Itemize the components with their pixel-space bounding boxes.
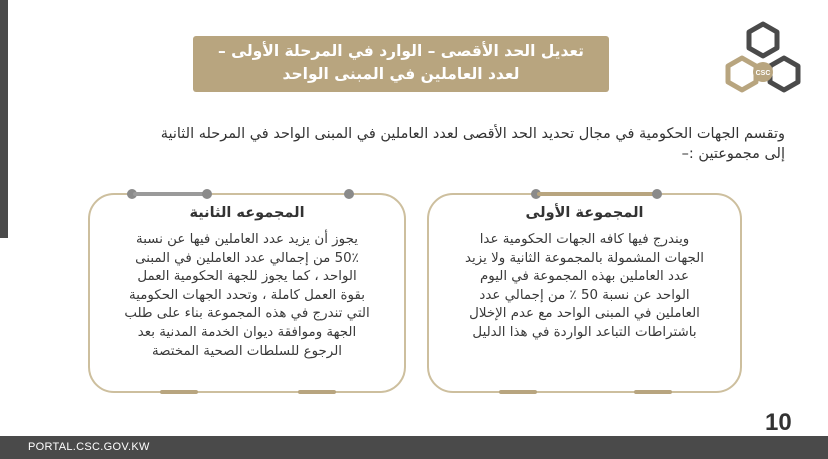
group-one-text [429,231,740,343]
group-two-line: 50٪ من إجمالي عدد العاملين في المبنى [135,250,359,266]
decor-line [160,390,198,394]
decor-line [499,390,537,394]
page-number: 10 [765,409,792,436]
left-scroll-bar [0,0,8,238]
group-two-line: يجوز أن يزيد عدد العاملين فيها عن نسبة [136,232,358,247]
group-two-line: الرجوع للسلطات الصحية المختصة [152,343,342,359]
decor-line [634,390,672,394]
decor-line [537,192,657,196]
decor-dot [344,189,354,199]
footer-url[interactable]: PORTAL.CSC.GOV.KW [28,441,150,453]
group-two-line: بقوة العمل كاملة ، وتحدد الجهات الحكومية [129,287,365,303]
group-one-line: العاملين في المبنى الواحد مع عدم الإخلال [469,306,700,322]
group-two-card [88,193,406,393]
group-one-line: الواحد عن نسبة 50 ٪ من إجمالي عدد [479,287,690,303]
intro-paragraph [30,124,785,164]
footer-bar [0,436,828,459]
csc-logo [722,18,804,100]
title-banner [193,36,609,92]
group-one-line: باشتراطات التباعد الواردة في هذا الدليل [472,324,697,340]
group-two-line: الجهة وموافقة ديوان الخدمة المدنية بعد [137,324,357,340]
group-two-title: المجموعه الثانية [189,205,305,221]
intro-line-2: إلى مجموعتين :– [681,146,785,162]
group-two-text [90,231,404,361]
group-one-line: عدد العاملين بهذه المجموعة في اليوم [479,269,689,285]
group-one-line: الجهات المشمولة بالمجموعة الثانية ولا يزيد [465,250,704,266]
group-one-card [427,193,742,393]
group-one-title: المجموعة الأولى [525,205,644,221]
title-line-2: لعدد العاملين في المبنى الواحد [282,65,520,83]
intro-line-1: وتقسم الجهات الحكومية في مجال تحديد الحد الأقصى لعدد العاملين في المبنى الواحد في المرحله الثانية [160,126,785,142]
decor-dot [652,189,662,199]
group-two-line: الواحد ، كما يجوز للجهة الحكومية العمل [137,269,357,285]
decor-line [298,390,336,394]
decor-dot [202,189,212,199]
title-line-1: تعديل الحد الأقصى – الوارد في المرحلة الأولى – [218,42,584,60]
decor-line [133,192,207,196]
group-two-line: التي تندرج في هذه المجموعة بناء على طلب [124,306,370,322]
logo-text: CSC [755,70,771,77]
group-one-line: ويندرج فيها كافه الجهات الحكومية عدا [479,232,690,247]
